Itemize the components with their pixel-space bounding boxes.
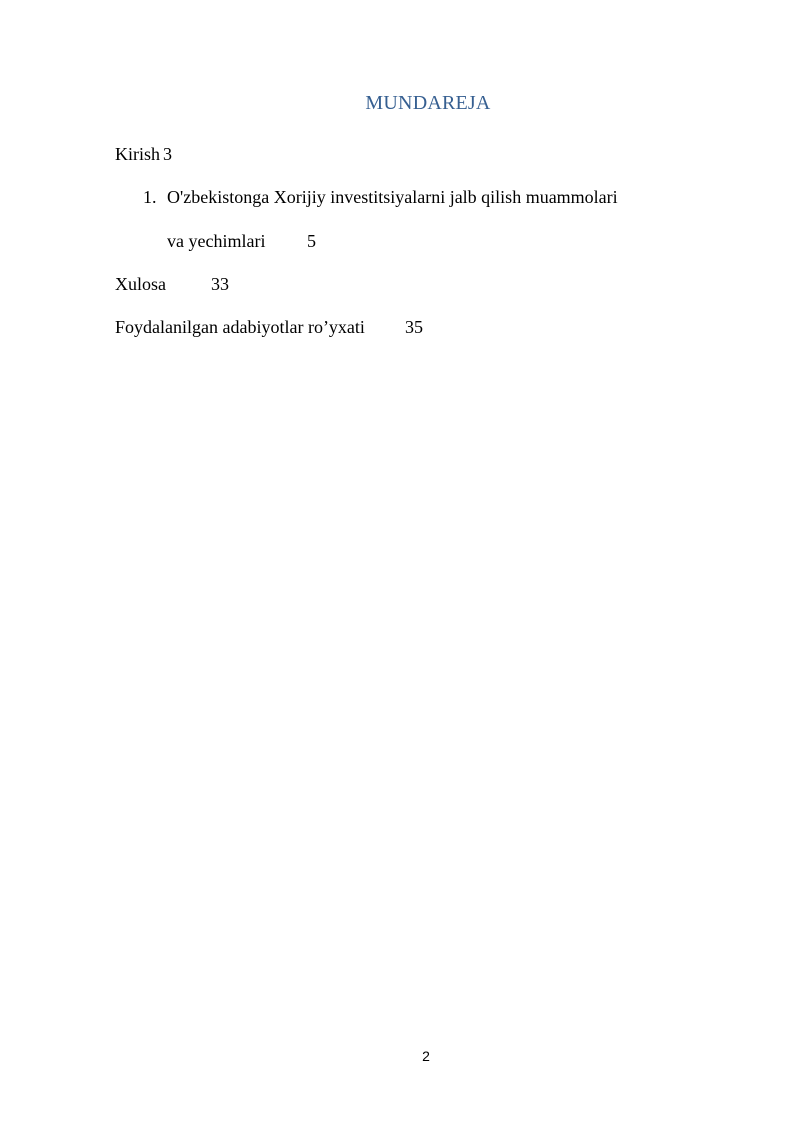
toc-entry-label: Xulosa: [115, 274, 166, 294]
toc-entry-page: 33: [211, 274, 229, 294]
toc-entry-adabiyotlar[interactable]: [115, 316, 455, 338]
toc-entry-xulosa[interactable]: [115, 273, 315, 295]
toc-entry-label-continued: va yechimlari: [167, 231, 266, 251]
toc-entry-page: 5: [307, 231, 316, 251]
toc-entry-chapter-1[interactable]: [143, 186, 663, 208]
toc-entry-chapter-1-continued[interactable]: [167, 230, 367, 252]
toc-entry-page: 3: [163, 144, 172, 164]
toc-entry-label: O'zbekistonga Xorijiy investitsiyalarni jalb qilish muammolari: [167, 187, 618, 207]
footer-page-number: 2: [422, 1048, 430, 1064]
toc-entry-label: Kirish: [115, 144, 160, 164]
toc-entry-label: Foydalanilgan adabiyotlar ro’yxati: [115, 317, 365, 337]
toc-entry-page: 35: [405, 317, 423, 337]
toc-entry-kirish[interactable]: [115, 143, 315, 165]
toc-heading: MUNDAREJA: [365, 92, 491, 114]
toc-entry-number: 1.: [143, 187, 157, 207]
